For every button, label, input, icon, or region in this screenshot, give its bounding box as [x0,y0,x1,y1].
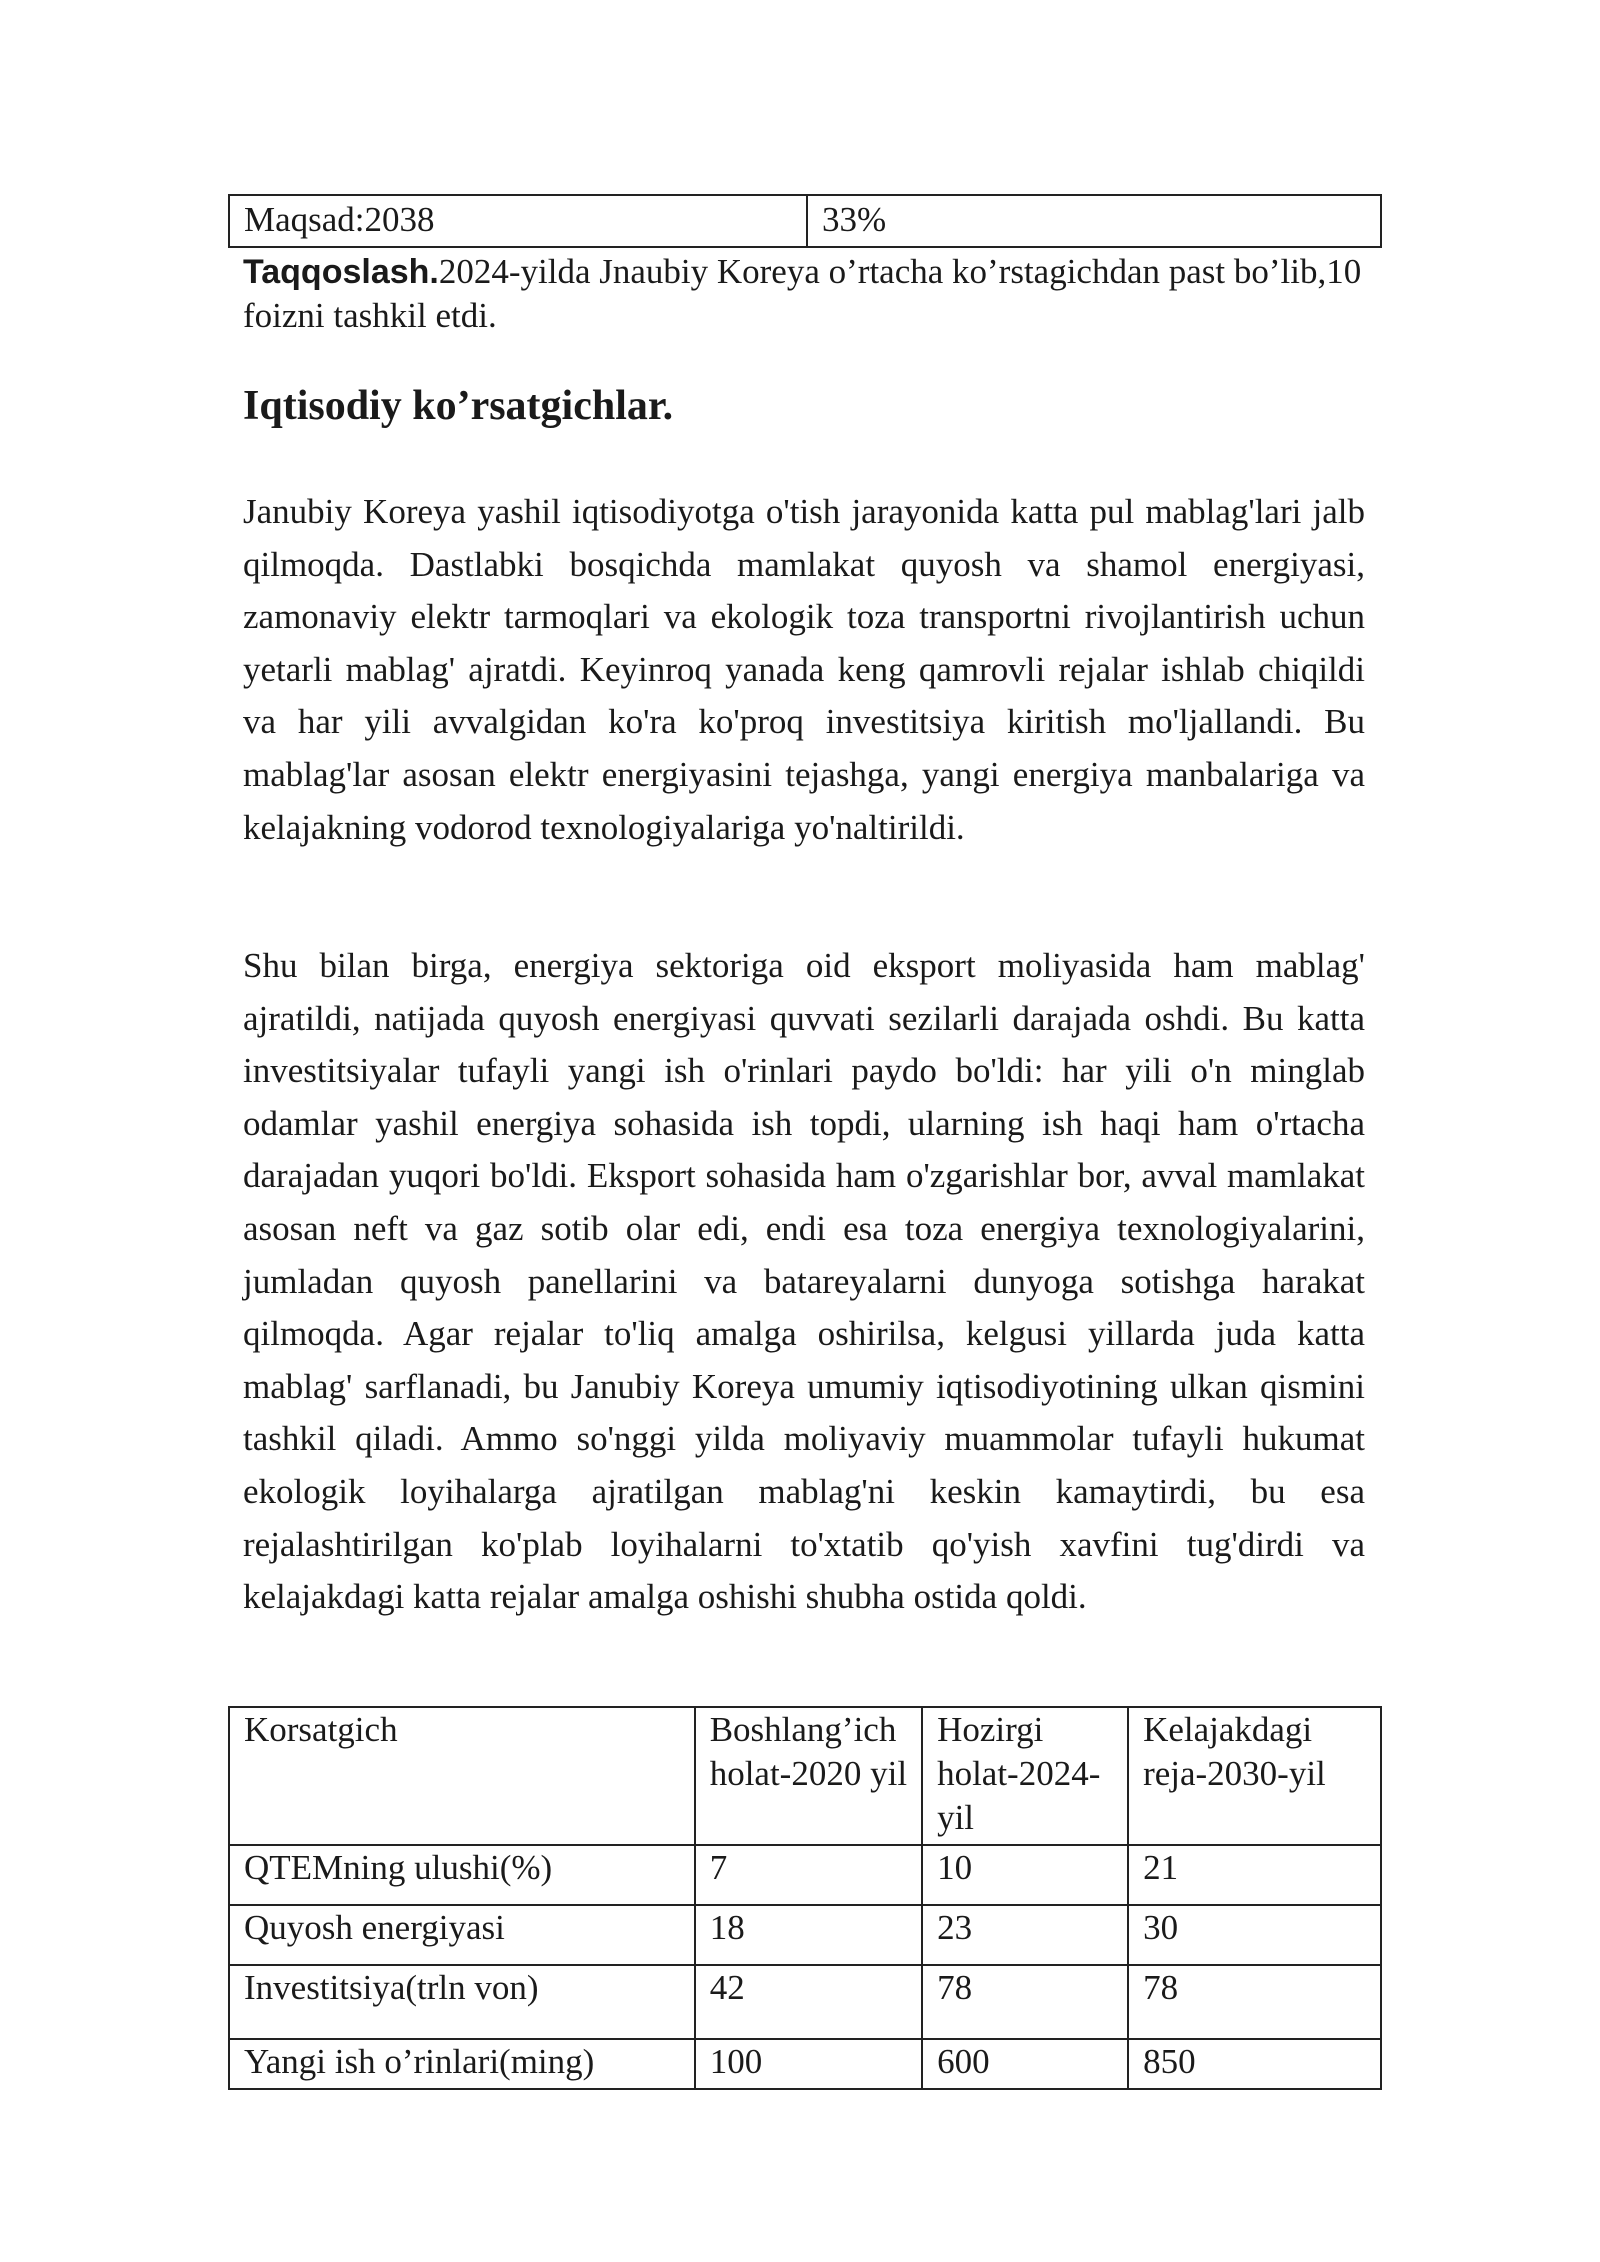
table-cell: Investitsiya(trln von) [229,1965,695,2039]
table-cell: 100 [695,2039,922,2089]
table-cell: Quyosh energiyasi [229,1905,695,1965]
header-cell: Hozirgi holat-2024-yil [922,1707,1128,1845]
comparison-text: 2024-yilda Jnaubiy Koreya o’rtacha ko’rstagichdan past bo’lib,10 foizni tashkil etdi. [243,252,1362,335]
table-cell: 7 [695,1845,922,1905]
indicators-table [228,1706,1382,2090]
table-cell: 600 [922,2039,1128,2089]
table-cell: 850 [1128,2039,1381,2089]
table-row [229,1905,1381,1965]
table-row [229,1845,1381,1905]
table-cell: 10 [922,1845,1128,1905]
table-header-row [229,1707,1381,1845]
target-value-cell: 33% [807,195,1381,247]
header-cell: Boshlang’ich holat-2020 yil [695,1707,922,1845]
table-cell: 42 [695,1965,922,2039]
target-label-cell: Maqsad:2038 [229,195,807,247]
table-row [229,195,1381,247]
header-cell: Korsatgich [229,1707,695,1845]
section-title: Iqtisodiy ko’rsatgichlar. [243,383,674,429]
target-table [228,194,1382,248]
table-cell: 78 [922,1965,1128,2039]
table-cell: 30 [1128,1905,1381,1965]
table-cell: 23 [922,1905,1128,1965]
table-cell: 21 [1128,1845,1381,1905]
table-row [229,2039,1381,2089]
table-row [229,1965,1381,2039]
table-cell: 18 [695,1905,922,1965]
table-cell: Yangi ish o’rinlari(ming) [229,2039,695,2089]
comparison-paragraph [243,250,1373,338]
table-cell: 78 [1128,1965,1381,2039]
body-paragraph-2: Shu bilan birga, energiya sektoriga oid eksport moliyasida ham mablag' ajratildi, natijada quyosh energiyasi quvvati sezilarli darajada oshdi. Bu katta investitsiyalar tufayli yangi ish o'rinlari paydo bo'ldi: har yili o'n minglab odamlar yashil energiya sohasida ish topdi, ularning ish haqi ham o'rtacha darajadan yuqori bo'ldi. Eksport sohasida ham o'zgarishlar bor, avval mamlakat asosan neft va gaz sotib olar edi, endi esa toza energiya texnologiyalarini, jumladan quyosh panellarini va batareyalarni dunyoga sotishga harakat qilmoqda. Agar rejalar to'liq amalga oshirilsa, kelgusi yillarda juda katta mablag' sarflanadi, bu Janubiy Koreya umumiy iqtisodiyotining ulkan qismini tashkil qiladi. Ammo so'nggi yilda moliyaviy muammolar tufayli hukumat ekologik loyihalarga ajratilgan mablag'ni keskin kamaytirdi, bu esa rejalashtirilgan ko'plab loyihalarni to'xtatib qo'yish xavfini tug'dirdi va kelajakdagi katta rejalar amalga oshishi shubha ostida qoldi. [243,946,1365,1617]
table-cell: QTEMning ulushi(%) [229,1845,695,1905]
comparison-lead: Taqqoslash. [243,253,439,291]
header-cell: Kelajakdagi reja-2030-yil [1128,1707,1381,1845]
body-paragraph-1: Janubiy Koreya yashil iqtisodiyotga o'tish jarayonida katta pul mablag'lari jalb qilmoqda. Dastlabki bosqichda mamlakat quyosh va shamol energiyasi, zamonaviy elektr tarmoqlari va ekologik toza transportni rivojlantirish uchun yetarli mablag' ajratdi. Keyinroq yanada keng qamrovli rejalar ishlab chiqildi va har yili avvalgidan ko'ra ko'proq investitsiya kiritish mo'ljallandi. Bu mablag'lar asosan elektr energiyasini tejashga, yangi energiya manbalariga va kelajakning vodorod texnologiyalariga yo'naltirildi. [243,492,1365,847]
